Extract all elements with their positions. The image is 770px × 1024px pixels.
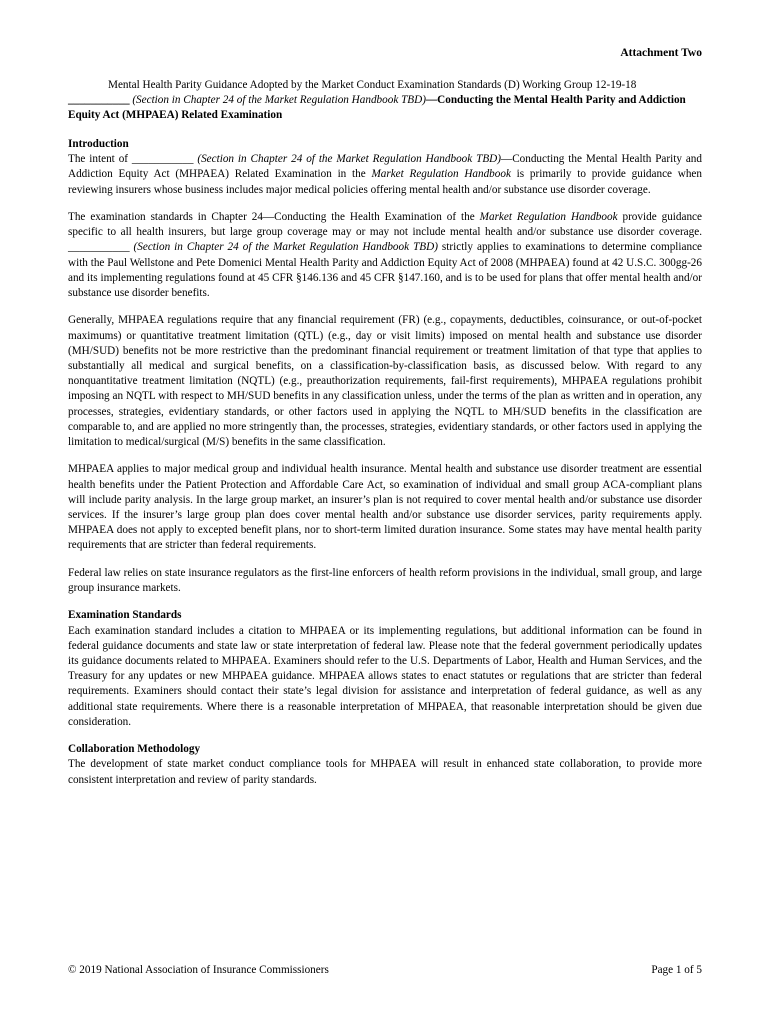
intro-p2-text-a: The examination standards in Chapter 24—Conducting the Health Examination of the [68, 211, 480, 223]
footer-page-number: Page 1 of 5 [651, 964, 702, 976]
attachment-label: Attachment Two [620, 47, 702, 59]
intro-p2-text-b: provide guidance specific to all health insurers, but large group coverage may or may not include mental health and/or substance use disorder coverage. ___________ [68, 211, 702, 254]
intro-p1-italic-a: (Section in Chapter 24 of the Market Regulation Handbook TBD) [197, 153, 501, 166]
title-section-ref: (Section in Chapter 24 of the Market Regulation Handbook TBD) [132, 94, 426, 107]
intro-paragraph-3: Generally, MHPAEA regulations require that any financial requirement (FR) (e.g., copayments, deductibles, coinsurance, or out-of-pocket maximums) or quantitative treatment limitation (QTL) (e.g., day or visit limits) imposed on mental health and substance use disorder (MH/SUD) benefits not be more restrictive than the predominant financial requirement or treatment limitation of that type that applies to substantially all medical and surgical benefits, on a classification-by-classification basis, as discussed below. With regard to any nonquantitative treatment limitation (NQTL) (e.g., preauthorization requirements, fail-first requirements), MHPAEA regulations prohibit imposing an NQTL with respect to MH/SUD benefits in any classification unless, under the terms of the plan as written and in operation, any processes, strategies, evidentiary standards, or other factors used in applying the NQTL to MH/SUD benefits in the classification are comparable to, and are applied no more stringently than, the processes, strategies, evidentiary standards, or other factors used in applying the limitation to medical/surgical (M/S) benefits in the same classification. [68, 314, 702, 449]
intro-paragraph-5: Federal law relies on state insurance regulators as the first-line enforcers of health reform provisions in the individual, small group, and large group insurance markets. [68, 566, 702, 595]
collaboration-heading: Collaboration Methodology [68, 743, 201, 756]
document-body [68, 137, 702, 800]
document-title [68, 93, 702, 123]
title-blank: ___________ [68, 94, 133, 107]
collaboration-paragraph: The development of state market conduct compliance tools for MHPAEA will result in enhanced state collaboration, to provide more consistent interpretation and review of parity standards. [68, 758, 702, 786]
intro-p1-text-c: is primarily to provide guidance when reviewing insurers whose business includes major medical policies offering mental health and/or substance use disorder coverage. [68, 168, 702, 196]
title-main: —Conducting the Mental Health Parity and Addiction Equity Act (MHPAEA) Related Examination [68, 94, 686, 122]
intro-p1-italic-b: Market Regulation Handbook [371, 168, 511, 181]
intro-p1-text-b: —Conducting the Mental Health Parity and Addiction Equity Act (MHPAEA) Related Examination in the [68, 153, 702, 181]
intro-heading: Introduction [68, 138, 129, 150]
standards-heading: Examination Standards [68, 609, 182, 622]
footer-copyright: © 2019 National Association of Insurance Commissioners [68, 964, 329, 976]
header-adoption-line: Mental Health Parity Guidance Adopted by the Market Conduct Examination Standards (D) Working Group 12-19-18 [108, 79, 637, 91]
document-header [68, 78, 702, 124]
standards-section [68, 608, 702, 730]
intro-p2-italic-b: (Section in Chapter 24 of the Market Regulation Handbook TBD) [133, 241, 438, 254]
intro-paragraph-2 [68, 210, 702, 301]
intro-paragraph-4: MHPAEA applies to major medical group and individual health insurance. Mental health and substance use disorder treatment are essential health benefits under the Patient Protection and Affordable Care Act, so examination of individual and small group ACA-compliant plans will include parity analysis. In the large group market, an insurer’s plan is not required to cover mental health and/or substance use disorder services. If the insurer’s large group plan does cover mental health and/or substance use disorder services, parity requirements apply. MHPAEA does not apply to excepted benefit plans, nor to short-term limited duration insurance. Some states may have mental health parity requirements that are stricter than federal requirements. [68, 463, 702, 552]
intro-paragraph-1 [68, 137, 702, 198]
intro-p2-italic-a: Market Regulation Handbook [479, 211, 618, 223]
intro-p1-text-a: The intent of ___________ [68, 153, 198, 166]
standards-paragraph: Each examination standard includes a citation to MHPAEA or its implementing regulations, but additional information can be found in federal guidance documents and state law or state interpretation of federal law. Please note that the federal government periodically updates its guidance documents related to MHPAEA. Examiners should refer to the U.S. Departments of Labor, Health and Human Services, and the Treasury for any updates or new MHPAEA guidance. MHPAEA allows states to enact statutes or regulations that are stricter than federal requirements. Examiners should contact their state’s legal division for assistance and interpretation of federal guidance, as well as any additional state requirements. Where there is a reasonable interpretation of MHPAEA, that reasonable interpretation should be given due consideration. [68, 624, 702, 728]
collaboration-section [68, 742, 702, 788]
intro-p2-text-c: strictly applies to examinations to determine compliance with the Paul Wellstone and Pete Domenici Mental Health Parity and Addiction Equity Act of 2008 (MHPAEA) found at 42 U.S.C. 300gg-26 and its implementing regulations found at 45 CFR §146.136 and 45 CFR §147.160, and is to be used for plans that offer mental health and/or substance use disorder benefits. [68, 241, 703, 300]
